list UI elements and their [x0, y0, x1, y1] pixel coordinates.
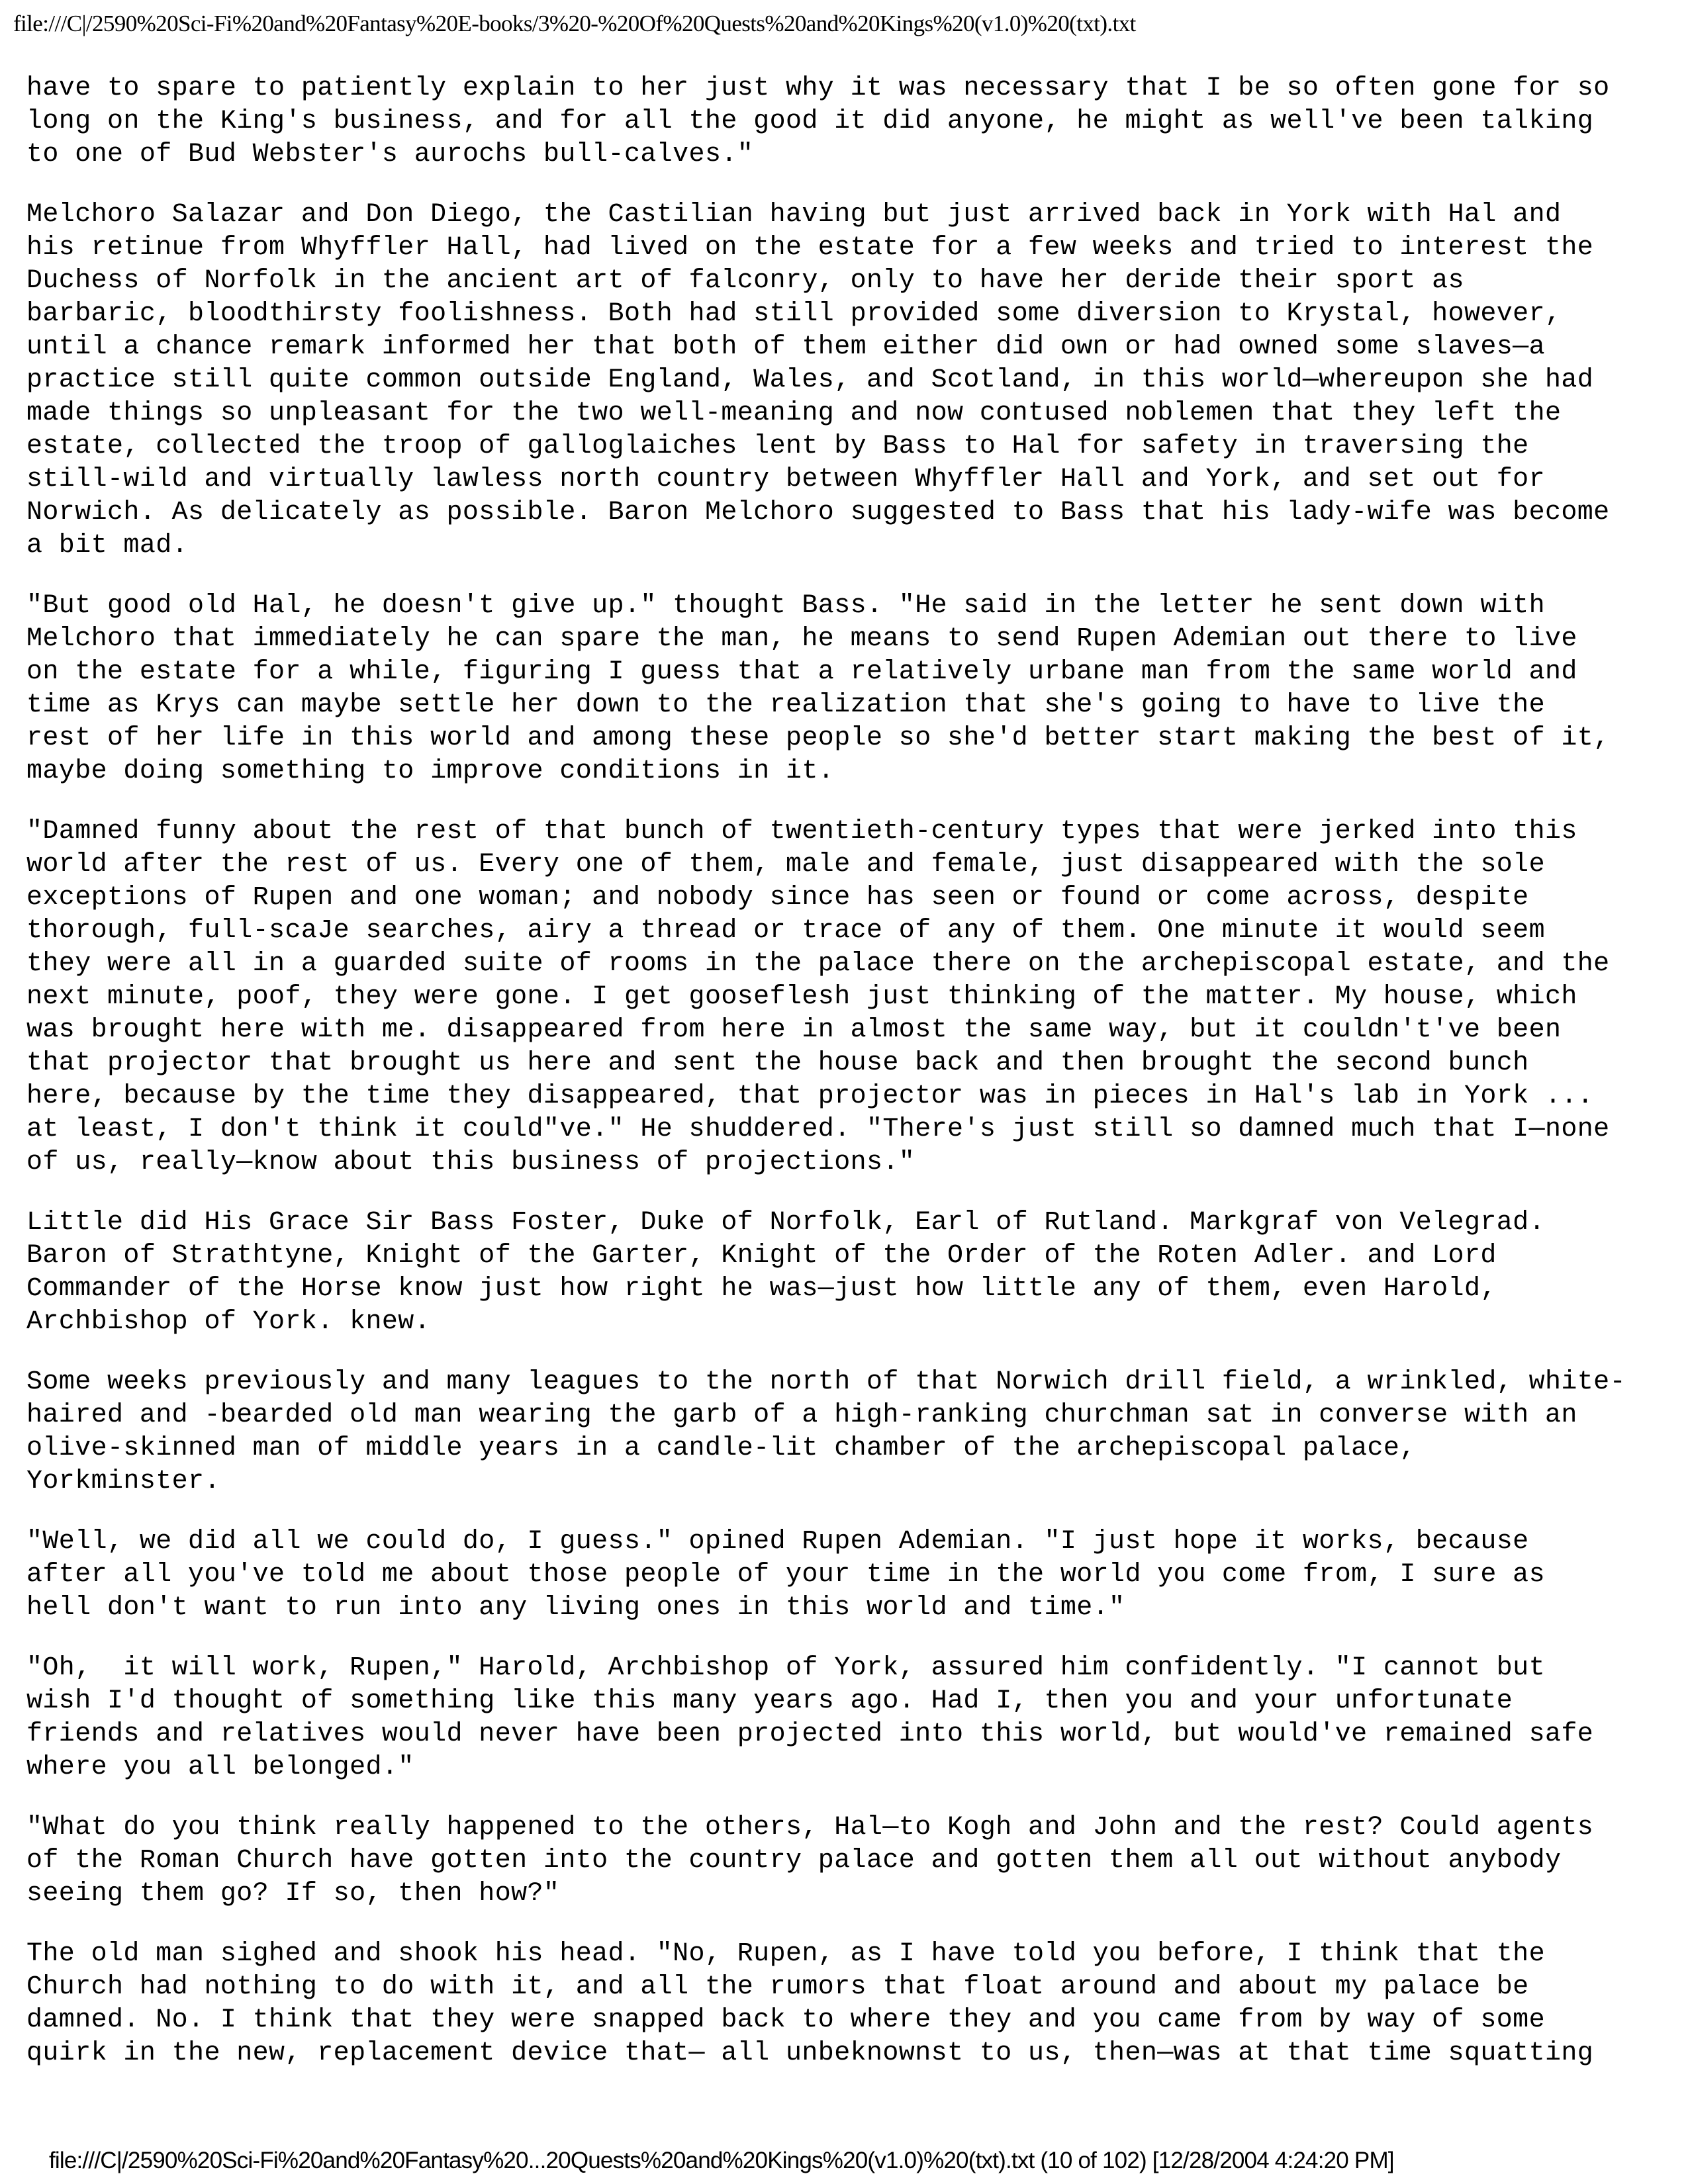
paragraph: "What do you think really happened to the others, Hal—to Kogh and John and the rest? Could agents of the Roman Church have gotten into the country palace and gotten them all out without anybody seeing them go? If so, then how?"	[26, 1813, 1594, 1909]
footer-page-info: file:///C|/2590%20Sci-Fi%20and%20Fantasy%20...20Quests%20and%20Kings%20(v1.0)%20(txt).txt (10 of 102) [12/28/2004 4:24:20 PM]	[49, 2148, 1394, 2173]
paragraph: have to spare to patiently explain to her just why it was necessary that I be so often gone for so long on the King's business, and for all the good it did anyone, he might as well've been talking to one of Bud Webster's aurochs bull-calves."	[26, 73, 1610, 169]
paragraph: "Damned funny about the rest of that bunch of twentieth-century types that were jerked into this world after the rest of us. Every one of them, male and female, just disappeared with the sole exceptions of Rupen and one woman; and nobody since has seen or found or come across, despite thorough, full-scaJe searches, airy a thread or trace of any of them. One minute it would seem they were all in a guarded suite of rooms in the palace there on the archepiscopal estate, and the next minute, poof, they were gone. I get gooseflesh just thinking of the matter. My house, which was brought here with me. disappeared from here in almost the same way, but it couldn't've been that projector that brought us here and sent the house back and then brought the second bunch here, because by the time they disappeared, that projector was in pieces in Hal's lab in York ... at least, I don't think it could"ve." He shuddered. "There's just still so damned much that I—none of us, really—know about this business of projections."	[26, 817, 1610, 1177]
paragraph: Little did His Grace Sir Bass Foster, Duke of Norfolk, Earl of Rutland. Markgraf von Velegrad. Baron of Strathtyne, Knight of the Garter, Knight of the Order of the Roten Adler. and Lord Commander of the Horse know just how right he was—just how little any of them, even Harold, Archbishop of York. knew.	[26, 1208, 1545, 1337]
document-body	[26, 72, 1668, 2097]
header-file-url: file:///C|/2590%20Sci-Fi%20and%20Fantasy%20E-books/3%20-%20Of%20Quests%20and%20Kings%20(v1.0)%20(txt).txt	[13, 11, 1136, 36]
paragraph: "But good old Hal, he doesn't give up." thought Bass. "He said in the letter he sent down with Melchoro that immediately he can spare the man, he means to send Rupen Ademian out there to live on the estate for a while, figuring I guess that a relatively urbane man from the same world and time as Krys can maybe settle her down to the realization that she's going to have to live the rest of her life in this world and among these people so she'd better start making the best of it, maybe doing something to improve conditions in it.	[26, 591, 1610, 786]
paragraph: "Well, we did all we could do, I guess." opined Rupen Ademian. "I just hope it works, because after all you've told me about those people of your time in the world you come from, I sure as hell don't want to run into any living ones in this world and time."	[26, 1527, 1545, 1623]
paragraph: The old man sighed and shook his head. "No, Rupen, as I have told you before, I think that the Church had nothing to do with it, and all the rumors that float around and about my palace be damned. No. I think that they were snapped back to where they and you came from by way of some quirk in the new, replacement device that— all unbeknownst to us, then—was at that time squatting	[26, 1939, 1594, 2068]
paragraph: Some weeks previously and many leagues to the north of that Norwich drill field, a wrinkled, white- haired and -bearded old man wearing the garb of a high-ranking churchman sat in converse with an olive-skinned man of middle years in a candle-lit chamber of the archepiscopal palace, Yorkminster.	[26, 1367, 1626, 1496]
paragraph: Melchoro Salazar and Don Diego, the Castilian having but just arrived back in York with Hal and his retinue from Whyffler Hall, had lived on the estate for a few weeks and tried to interest the Duchess of Norfolk in the ancient art of falconry, only to have her deride their sport as barbaric, bloodthirsty foolishness. Both had still provided some diversion to Krystal, however, until a chance remark informed her that both of them either did own or had owned some slaves—a practice still quite common outside England, Wales, and Scotland, in this world—whereupon she had made things so unpleasant for the two well-meaning and now contused noblemen that they left the estate, collected the troop of galloglaiches lent by Bass to Hal for safety in traversing the still-wild and virtually lawless north country between Whyffler Hall and York, and set out for Norwich. As delicately as possible. Baron Melchoro suggested to Bass that his lady-wife was become a bit mad.	[26, 200, 1610, 561]
paragraph: "Oh, it will work, Rupen," Harold, Archbishop of York, assured him confidently. "I cannot but wish I'd thought of something like this many years ago. Had I, then you and your unfortunate friends and relatives would never have been projected into this world, but would've remained safe where you all belonged."	[26, 1653, 1594, 1782]
